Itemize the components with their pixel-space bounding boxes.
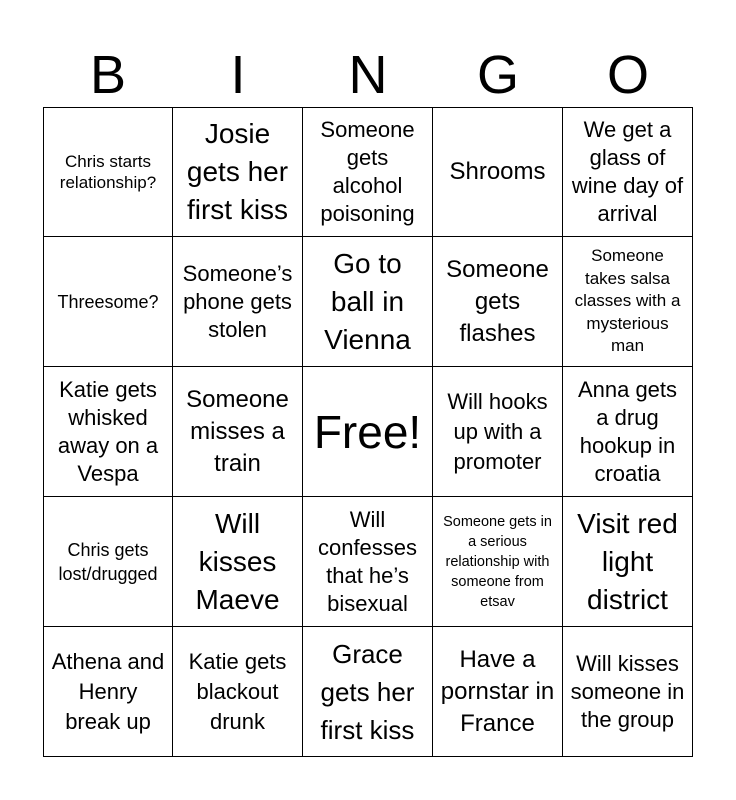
header-letter-n: N: [348, 45, 388, 105]
bingo-cell[interactable]: [303, 627, 433, 757]
cell-text: Visit red light district: [577, 507, 678, 615]
cell-text: Threesome?: [57, 291, 159, 312]
bingo-cell[interactable]: [173, 237, 303, 367]
header-letter-o: O: [606, 45, 649, 105]
bingo-header: [43, 44, 693, 106]
cell-text: Athena and Henry break up: [51, 648, 165, 734]
bingo-cell[interactable]: [43, 497, 173, 627]
cell-text: Katie gets blackout drunk: [188, 648, 287, 734]
bingo-cell[interactable]: [173, 367, 303, 497]
bingo-cell[interactable]: [43, 367, 173, 497]
bingo-cell[interactable]: [303, 497, 433, 627]
bingo-cell[interactable]: [303, 107, 433, 237]
cell-text: Shrooms: [449, 158, 546, 185]
bingo-cell[interactable]: [563, 107, 693, 237]
bingo-cell[interactable]: [173, 107, 303, 237]
header-letter-i: I: [230, 45, 246, 105]
bingo-cell[interactable]: [433, 107, 563, 237]
cell-text: Someone gets flashes: [446, 255, 549, 347]
cell-text: Chris starts relationship?: [59, 152, 157, 192]
cell-text: Will kisses Maeve: [195, 507, 280, 615]
bingo-cell[interactable]: [43, 107, 173, 237]
cell-text: Will kisses someone in the group: [570, 650, 685, 732]
bingo-cell[interactable]: [563, 627, 693, 757]
bingo-cell[interactable]: [433, 367, 563, 497]
bingo-cell[interactable]: [303, 237, 433, 367]
cell-text: Have a pornstar in France: [440, 645, 555, 737]
cell-text: Go to ball in Vienna: [324, 247, 411, 355]
cell-text: Josie gets her first kiss: [186, 118, 289, 225]
bingo-card-grid: [43, 107, 693, 757]
bingo-cell[interactable]: [433, 497, 563, 627]
header-letter-g: G: [476, 45, 519, 105]
cell-text: Grace gets her first kiss: [320, 638, 415, 745]
cell-text: Someone misses a train: [186, 385, 289, 477]
cell-text: Free!: [313, 405, 422, 458]
header-letter-b: B: [89, 45, 127, 105]
cell-text: Anna gets a drug hookup in croatia: [577, 376, 678, 486]
cell-text: Will confesses that he’s bisexual: [317, 506, 418, 616]
bingo-cell[interactable]: [173, 627, 303, 757]
bingo-cell[interactable]: [173, 497, 303, 627]
cell-text: Will hooks up with a promoter: [447, 388, 548, 474]
cell-text: Someone’s phone gets stolen: [182, 260, 293, 342]
free-space-cell[interactable]: [303, 367, 433, 497]
bingo-cell[interactable]: [43, 237, 173, 367]
cell-text: Katie gets whisked away on a Vespa: [57, 376, 159, 486]
bingo-cell[interactable]: [563, 367, 693, 497]
cell-text: Chris gets lost/drugged: [58, 539, 158, 584]
cell-text: Someone gets alcohol poisoning: [320, 117, 415, 226]
cell-text: Someone takes salsa classes with a mysterious man: [574, 246, 681, 356]
bingo-cell[interactable]: [563, 497, 693, 627]
bingo-cell[interactable]: [563, 237, 693, 367]
cell-text: Someone gets in a serious relationship with someone from etsav: [443, 513, 552, 610]
bingo-cell[interactable]: [433, 237, 563, 367]
bingo-cell[interactable]: [43, 627, 173, 757]
cell-text: We get a glass of wine day of arrival: [571, 117, 684, 226]
bingo-cell[interactable]: [433, 627, 563, 757]
